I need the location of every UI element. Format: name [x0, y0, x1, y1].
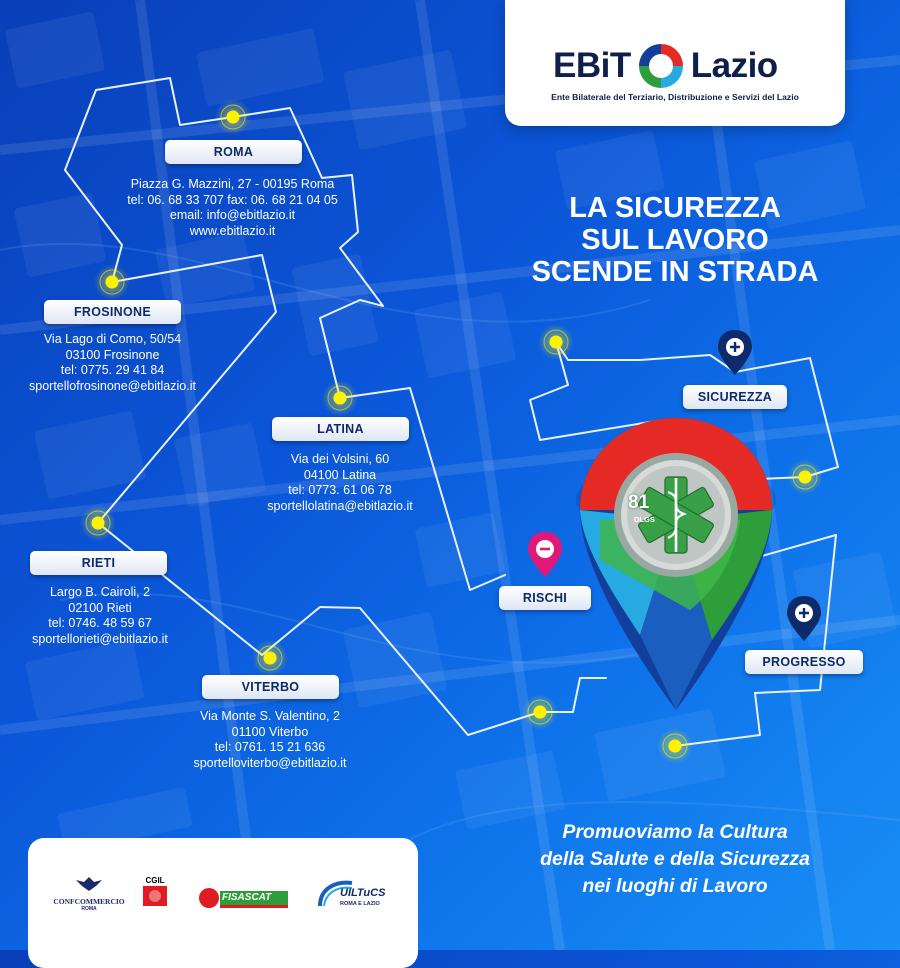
logo-word-right: Lazio	[690, 46, 778, 85]
office-website: www.ebitlazio.it	[189, 223, 276, 238]
label-rischi: RISCHI	[499, 586, 591, 610]
tagline-line-2: della Salute e della Sicurezza	[540, 848, 810, 870]
office-email: sportellolatina@ebitlazio.it	[267, 498, 413, 513]
partners-card	[28, 838, 418, 968]
office-email: sportellofrosinone@ebitlazio.it	[29, 378, 196, 393]
confcommercio-eagle-icon	[44, 876, 134, 892]
office-address: Via dei Volsini, 60	[290, 452, 390, 466]
ebit-logo-icon	[635, 40, 687, 92]
marker-roma	[215, 99, 251, 135]
marker-map-4	[657, 728, 693, 764]
emblem-subtext: DLGS	[634, 515, 655, 524]
headline-line-3: SCENDE IN STRADA	[531, 256, 819, 288]
partner-cgil	[140, 876, 170, 912]
office-email: sportelloviterbo@ebitlazio.it	[193, 755, 347, 770]
office-roma-label: ROMA	[165, 140, 302, 164]
uiltucs-name: UILTuCS	[340, 887, 386, 899]
emblem-number: 81	[628, 492, 650, 513]
headline	[505, 192, 845, 288]
logo	[553, 38, 778, 94]
marker-frosinone	[94, 264, 130, 300]
office-address: Piazza G. Mazzini, 27 - 00195 Roma	[130, 177, 335, 191]
partner-uiltucs	[316, 878, 396, 913]
office-latina-details	[240, 452, 440, 514]
office-phone: tel: 0775. 29 41 84	[60, 363, 165, 377]
tagline	[475, 819, 875, 900]
marker-rieti	[80, 505, 116, 541]
office-frosinone-label: FROSINONE	[44, 300, 181, 324]
office-address: Largo B. Cairoli, 2	[49, 585, 151, 599]
office-frosinone-details	[10, 332, 215, 394]
tagline-line-3: nei luoghi di Lavoro	[582, 875, 768, 897]
office-phone: tel: 06. 68 33 707 fax: 06. 68 21 04 05	[127, 192, 338, 207]
office-phone: tel: 0746. 48 59 67	[48, 616, 152, 630]
logo-subtitle: Ente Bilaterale del Terziario, Distribuzione e Servizi del Lazio	[551, 92, 799, 102]
office-roma-details	[100, 177, 365, 239]
office-viterbo-details	[170, 709, 370, 771]
cgil-logo-icon	[140, 885, 170, 907]
headline-line-1: LA SICUREZZA	[569, 192, 781, 224]
office-phone: tel: 0773. 61 06 78	[288, 483, 392, 497]
marker-latina	[322, 380, 358, 416]
logo-word-left: EBiT	[553, 46, 631, 85]
office-address: Via Lago di Como, 50/54	[43, 332, 182, 346]
office-phone: tel: 0761. 15 21 636	[214, 740, 326, 754]
office-city: 01100 Viterbo	[231, 724, 309, 739]
minus-pin-rischi-icon	[528, 532, 562, 577]
confcommercio-name: CONFCOMMERCIO	[53, 897, 125, 906]
office-city: 02100 Rieti	[68, 600, 132, 615]
label-sicurezza: SICUREZZA	[683, 385, 787, 409]
headline-line-2: SUL LAVORO	[581, 224, 769, 256]
marker-map-2	[787, 459, 823, 495]
partner-confcommercio	[44, 876, 134, 912]
label-progresso: PROGRESSO	[745, 650, 863, 674]
uiltucs-sub: ROMA E LAZIO	[340, 901, 380, 907]
office-email: sportellorieti@ebitlazio.it	[32, 631, 168, 646]
tagline-line-1: Promuoviamo la Cultura	[562, 821, 788, 843]
partner-fisascat	[198, 886, 290, 915]
office-address: Via Monte S. Valentino, 2	[200, 709, 340, 723]
office-rieti-details	[0, 585, 200, 647]
marker-map-3	[522, 694, 558, 730]
office-city: 04100 Latina	[303, 467, 377, 482]
office-rieti-label: RIETI	[30, 551, 167, 575]
office-latina-label: LATINA	[272, 417, 409, 441]
office-city: 03100 Frosinone	[65, 347, 160, 362]
fisascat-name: FISASCAT	[222, 892, 272, 903]
cgil-name: CGIL	[145, 876, 165, 885]
marker-map-1	[538, 324, 574, 360]
office-email: email: info@ebitlazio.it	[169, 208, 296, 222]
marker-viterbo	[252, 640, 288, 676]
logo-card	[505, 0, 845, 126]
office-viterbo-label: VITERBO	[202, 675, 339, 699]
confcommercio-sub: ROMA	[81, 906, 97, 912]
